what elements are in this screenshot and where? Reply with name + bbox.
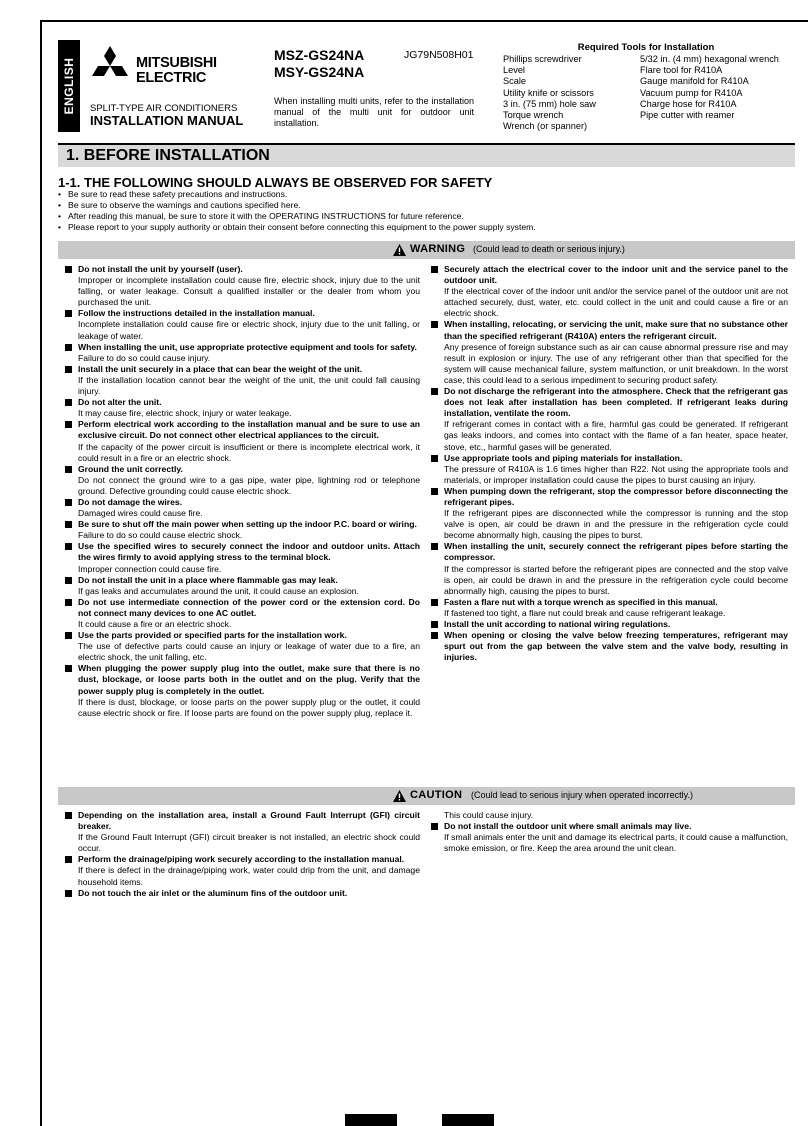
- safety-item: [64, 464, 420, 497]
- safety-item-heading: When installing the unit, use appropriate protective equipment and tools for safety.: [64, 342, 420, 353]
- safety-item-body: Damaged wires could cause fire.: [78, 508, 203, 519]
- safety-item: [64, 541, 420, 574]
- tools-list: [503, 54, 789, 132]
- safety-item-heading: Use the parts provided or specified parts for the installation work.: [64, 630, 420, 641]
- safety-item-heading: When installing the unit, securely connect the refrigerant pipes before starting the compressor.: [430, 541, 788, 563]
- tool-item: Phillips screwdriver: [503, 54, 582, 64]
- safety-item-heading: Ground the unit correctly.: [64, 464, 420, 475]
- safety-item-heading: Do not install the unit in a place where flammable gas may leak.: [64, 575, 420, 586]
- safety-item-heading: Do not discharge the refrigerant into the atmosphere. Check that the refrigerant gas does not leak after installation has been completed. If refrigerant leaks during installation, ventilate the room.: [430, 386, 788, 419]
- safety-item-body: If fastened too tight, a flare nut could break and cause refrigerant leakage.: [444, 607, 726, 618]
- safety-item-body: If the refrigerant pipes are disconnected while the compressor is running and the stop valve is open, air could be drawn in and the pressure in the refrigeration cycle could become abnormally high, causing the pipes to burst.: [444, 508, 788, 541]
- subsection-title: 1-1. THE FOLLOWING SHOULD ALWAYS BE OBSERVED FOR SAFETY: [58, 175, 493, 190]
- three-diamonds-icon: [88, 46, 132, 86]
- safety-item-heading: Fasten a flare nut with a torque wrench as specified in this manual.: [430, 597, 788, 608]
- required-tools-box: [503, 42, 789, 134]
- section-title: 1. BEFORE INSTALLATION: [66, 147, 270, 164]
- safety-item-heading: When plugging the power supply plug into the outlet, make sure that there is no dust, blockage, or loose parts both in the outlet and on the plug. Verify that the power supply plug is completely in the outlet.: [64, 663, 420, 696]
- caution-label: CAUTION: [410, 789, 463, 801]
- tool-item: Scale: [503, 76, 526, 87]
- safety-item-body: Any presence of foreign substance such as air can cause abnormal pressure rise and may result in explosion or injury. The use of any refrigerant other than that specified for the system will cause mechanical failure, system malfunction, or unit breakdown. In the worst case, this could lead to a serious impediment to securing product safety.: [444, 341, 788, 385]
- safety-item: [64, 397, 420, 419]
- safety-item-body: It could cause a fire or an electric shock.: [78, 619, 232, 629]
- tool-item: Pipe cutter with reamer: [640, 110, 735, 121]
- safety-item-heading: Use the specified wires to securely connect the indoor and outdoor units. Attach the wires firmly to avoid applying stress to the terminal block.: [64, 541, 420, 563]
- tool-item: Flare tool for R410A: [640, 65, 723, 76]
- intro-item: • Be sure to read these safety precautions and instructions.: [58, 189, 798, 200]
- tool-item: Gauge manifold for R410A: [640, 76, 749, 87]
- safety-item-body: Improper connection could cause fire.: [78, 563, 222, 574]
- multi-unit-note: When installing multi units, refer to the installation manual of the multi unit for outdoor unit installation.: [274, 96, 474, 128]
- intro-item: • Be sure to observe the warnings and cautions specified here.: [58, 200, 798, 211]
- safety-item-body: If the compressor is started before the refrigerant pipes are connected and the stop valve is open, air could be drawn in and the pressure in the refrigeration cycle could become abnormally high, causing the pipes to burst.: [444, 563, 788, 596]
- language-label: ENGLISH: [62, 57, 76, 115]
- safety-item-heading: Do not use intermediate connection of the power cord or the extension cord. Do not connect many devices to one AC outlet.: [64, 597, 420, 619]
- caution-left-column: [64, 810, 420, 899]
- safety-item-heading: When installing, relocating, or servicing the unit, make sure that no substance other than the specified refrigerant (R410A) enters the refrigerant circuit.: [430, 319, 788, 341]
- safety-item: [64, 497, 420, 519]
- manual-title: INSTALLATION MANUAL: [90, 113, 244, 128]
- safety-item: [64, 419, 420, 463]
- safety-item-body: The pressure of R410A is 1.6 times higher than R22. Not using the appropriate tools and materials, or improper installation could cause the pipes to burst causing an injury.: [444, 463, 788, 485]
- caution-continuation: This could cause injury.: [444, 810, 534, 820]
- tool-item: Utility knife or scissors: [503, 87, 594, 98]
- safety-item-body: If the electrical cover of the indoor unit and/or the service panel of the outdoor unit are not attached securely, dust, water, etc. could collect in the unit and could cause a fire or an electric shock.: [444, 286, 788, 319]
- safety-item: [64, 663, 420, 718]
- top-border: [40, 20, 808, 22]
- safety-item-heading: Perform electrical work according to the installation manual and be sure to use an exclusive circuit. Do not connect other electrical appliances to the circuit.: [64, 419, 420, 441]
- tools-title: Required Tools for Installation: [577, 42, 715, 53]
- safety-item-body: If there is dust, blockage, or loose parts on the power supply plug or the outlet, it could cause electric shock or fire. If loose parts are found on the power supply plug, replace it.: [78, 696, 420, 718]
- safety-item-heading: When pumping down the refrigerant, stop the compressor before disconnecting the refrigerant pipes.: [430, 486, 788, 508]
- left-border: [40, 20, 42, 1126]
- safety-item-body: If refrigerant comes in contact with a fire, harmful gas could be generated. If refrigerant gas leaks indoors, and comes into contact with the flame of a fan heater, space heater, stove, etc., harmful gases will be generated.: [444, 419, 788, 452]
- caution-right-column: [430, 810, 788, 854]
- safety-item-heading: Do not alter the unit.: [64, 397, 420, 408]
- safety-item-heading: Depending on the installation area, install a Ground Fault Interrupt (GFI) circuit breaker.: [64, 810, 420, 832]
- safety-item-heading: Do not touch the air inlet or the aluminum fins of the outdoor unit.: [64, 888, 420, 899]
- safety-item: [430, 541, 788, 596]
- safety-item-body: Do not connect the ground wire to a gas pipe, water pipe, lightning rod or telephone ground. Defective grounding could cause electric shock.: [78, 474, 420, 496]
- safety-item: [430, 453, 788, 486]
- brand-logo: [88, 46, 248, 92]
- language-tab: [58, 40, 80, 132]
- safety-item: [64, 364, 420, 397]
- safety-item-body: If the capacity of the power circuit is insufficient or there is incomplete electrical work, it could result in a fire or an electric shock.: [78, 441, 420, 463]
- safety-item-heading: Be sure to shut off the main power when setting up the indoor P.C. board or wiring.: [64, 519, 420, 530]
- safety-item: [430, 630, 788, 663]
- safety-item-body: If the installation location cannot bear the weight of the unit, the unit could fall causing injury.: [78, 374, 420, 397]
- safety-item-heading: Do not install the unit by yourself (user).: [64, 264, 420, 275]
- tool-item: 3 in. (75 mm) hole saw: [503, 98, 596, 109]
- safety-item: [64, 264, 420, 308]
- safety-item-heading: Perform the drainage/piping work securely according to the installation manual.: [64, 854, 420, 865]
- safety-item-body: Failure to do so could cause electric shock.: [78, 530, 243, 541]
- brand-name: MITSUBISHI ELECTRIC: [136, 55, 217, 86]
- warning-label: WARNING: [410, 243, 466, 255]
- safety-item-body: Failure to do so could cause injury.: [78, 352, 211, 363]
- safety-item-heading: Install the unit securely in a place that can bear the weight of the unit.: [64, 364, 420, 375]
- tool-item: 5/32 in. (4 mm) hexagonal wrench: [640, 54, 779, 64]
- safety-item-body: If there is defect in the drainage/piping work, water could drip from the unit, and damage household items.: [78, 865, 420, 887]
- safety-item: [64, 519, 420, 541]
- safety-item: [430, 319, 788, 386]
- safety-item-heading: Use appropriate tools and piping materials for installation.: [430, 453, 788, 464]
- safety-item-body: Improper or incomplete installation could cause fire, electric shock, injury due to the unit falling, or water leakage. Consult a qualified installer or the dealer from whom you purchased the unit.: [78, 275, 420, 308]
- safety-item-body: If the Ground Fault Interrupt (GFI) circuit breaker is not installed, an electric shock could occur.: [78, 832, 420, 854]
- safety-item-heading: Install the unit according to national wiring regulations.: [430, 619, 788, 630]
- warning-band: [58, 241, 795, 259]
- safety-item-heading: Do not install the outdoor unit where small animals may live.: [430, 821, 788, 832]
- warning-note: (Could lead to death or serious injury.): [473, 244, 625, 254]
- warning-right-column: [430, 264, 788, 663]
- safety-item: [430, 486, 788, 541]
- tool-item: [640, 121, 789, 132]
- safety-item-body: If small animals enter the unit and damage its electrical parts, it could cause a malfunction, smoke emission, or fire. Keep the area around the unit clean.: [444, 832, 788, 854]
- warning-triangle-icon: [393, 244, 406, 256]
- safety-item-body: The use of defective parts could cause an injury or leakage of water due to a fire, an electric shock, the unit falling, etc.: [78, 641, 420, 663]
- intro-list: [58, 189, 798, 233]
- safety-item-heading: Do not damage the wires.: [64, 497, 420, 508]
- intro-item: • After reading this manual, be sure to store it with the OPERATING INSTRUCTIONS for future reference.: [58, 211, 798, 222]
- footer-mark-right: [442, 1114, 494, 1126]
- caution-triangle-icon: [393, 790, 406, 802]
- safety-item: [64, 308, 420, 341]
- caution-band: [58, 787, 795, 805]
- document-code: JG79N508H01: [404, 49, 474, 61]
- tool-item: Vacuum pump for R410A: [640, 87, 743, 98]
- safety-item-body: If gas leaks and accumulates around the unit, it could cause an explosion.: [78, 585, 359, 596]
- safety-item: [430, 619, 788, 630]
- safety-item-body: It may cause fire, electric shock, injury or water leakage.: [78, 408, 292, 419]
- safety-item: [430, 386, 788, 453]
- safety-item: [430, 264, 788, 319]
- footer-mark-left: [345, 1114, 397, 1126]
- product-type: SPLIT-TYPE AIR CONDITIONERS: [90, 103, 238, 114]
- tool-item: Charge hose for R410A: [640, 98, 737, 109]
- tool-item: Torque wrench: [503, 110, 564, 121]
- safety-item: [430, 821, 788, 854]
- safety-item: [64, 342, 420, 364]
- model-number-1: MSZ-GS24NA: [274, 47, 365, 63]
- safety-item: [64, 630, 420, 663]
- safety-item-heading: Follow the instructions detailed in the installation manual.: [64, 308, 420, 319]
- safety-item-heading: When opening or closing the valve below freezing temperatures, refrigerant may spurt out from the gap between the valve stem and the valve body, resulting in injuries.: [430, 630, 788, 663]
- safety-item: [64, 854, 420, 887]
- section-header: [58, 143, 795, 167]
- tool-item: Level: [503, 65, 525, 76]
- safety-item: [430, 597, 788, 619]
- safety-item: [64, 810, 420, 854]
- safety-item: [64, 888, 420, 899]
- warning-left-column: [64, 264, 420, 719]
- safety-item: [64, 597, 420, 630]
- safety-item-heading: Securely attach the electrical cover to the indoor unit and the service panel to the outdoor unit.: [430, 264, 788, 286]
- tool-item: Wrench (or spanner): [503, 121, 588, 132]
- intro-item: • Please report to your supply authority or obtain their consent before connecting this equipment to the power supply system.: [58, 222, 798, 233]
- safety-item-body: Incomplete installation could cause fire or electric shock, injury due to the unit falling, or leakage of water.: [78, 319, 420, 341]
- model-number-2: MSY-GS24NA: [274, 64, 365, 80]
- safety-item: [64, 575, 420, 597]
- caution-note: (Could lead to serious injury when operated incorrectly.): [471, 790, 693, 800]
